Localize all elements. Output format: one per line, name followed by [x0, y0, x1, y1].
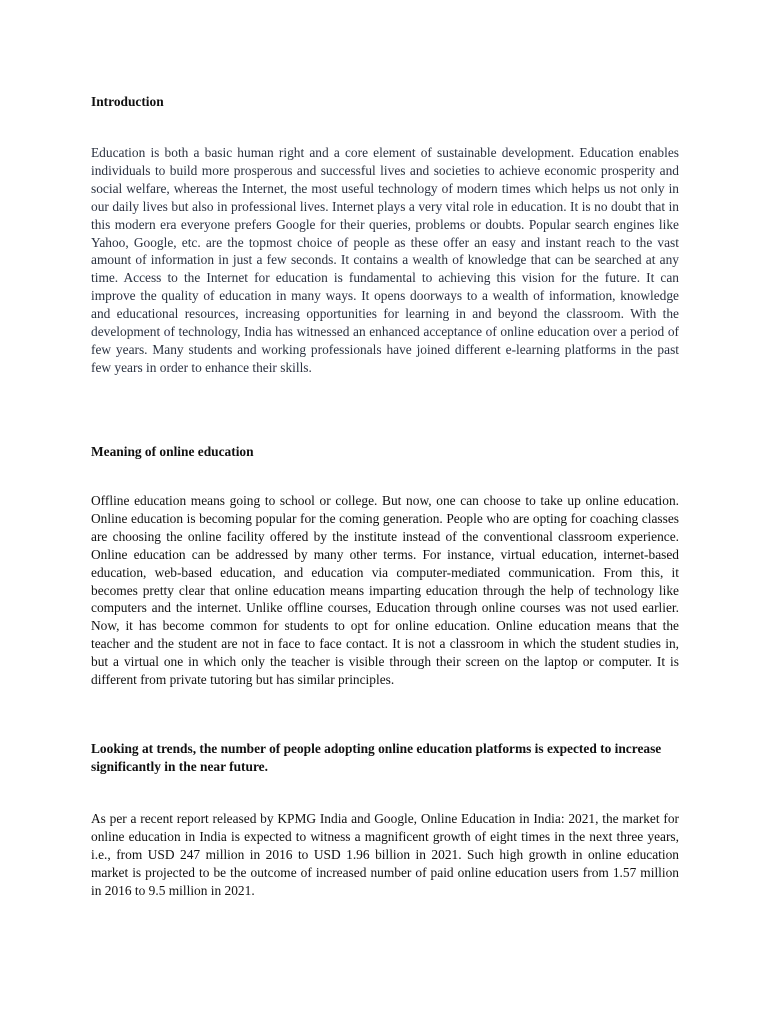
section-body-meaning: Offline education means going to school or college. But now, one can choose to take up online education. Online education is becoming popular for the coming generation. People who are opting for coaching classes are choosing the online facility offered by the institute instead of the conventional classroom experience. Online education can be addressed by many other terms. For instance, virtual education, internet-based education, web-based education, and education via computer-mediated communication. From this, it becomes pretty clear that online education means imparting education through the help of technology like computers and the internet. Unlike offline courses, Education through online courses was not used earlier. Now, it has become common for students to opt for online education. Online education means that the teacher and the student are not in face to face contact. It is not a classroom in which the student studies in, but a virtual one in which only the teacher is visible through their screen on the laptop or computer. It is different from private tutoring but has similar principles. [91, 493, 679, 688]
section-body-introduction: Education is both a basic human right and a core element of sustainable development. Education enables individuals to build more prosperous and successful lives and societies to achieve economic prosperity and social welfare, whereas the Internet, the most useful technology of modern times which helps us not only in our daily lives but also in professional lives. Internet plays a very vital role in education. It is no doubt that in this modern era everyone prefers Google for their queries, problems or doubts. Popular search engines like Yahoo, Google, etc. are the topmost choice of people as these offer an easy and instant reach to the vast amount of information in just a few seconds. It contains a wealth of knowledge that can be searched at any time. Access to the Internet for education is fundamental to achieving this vision for the future. It can improve the quality of education in many ways. It opens doorways to a wealth of information, knowledge and educational resources, increasing opportunities for learning in and beyond the classroom. With the development of technology, India has witnessed an enhanced acceptance of online education over a period of few years. Many students and working professionals have joined different e-learning platforms in the past few years in order to enhance their skills. [91, 145, 679, 375]
section-heading-introduction: Introduction [91, 94, 164, 109]
section-heading-trends: Looking at trends, the number of people adopting online education platforms is expected to increase significantly in the near future. [91, 741, 662, 774]
section-heading-meaning: Meaning of online education [91, 444, 254, 459]
section-body-trends: As per a recent report released by KPMG India and Google, Online Education in India: 2021, the market for online education in India is expected to witness a magnificent growth of eight times in the next three years, i.e., from USD 247 million in 2016 to USD 1.96 billion in 2021. Such high growth in online education market is projected to be the outcome of increased number of paid online education users from 1.57 million in 2016 to 9.5 million in 2021. [91, 811, 679, 898]
